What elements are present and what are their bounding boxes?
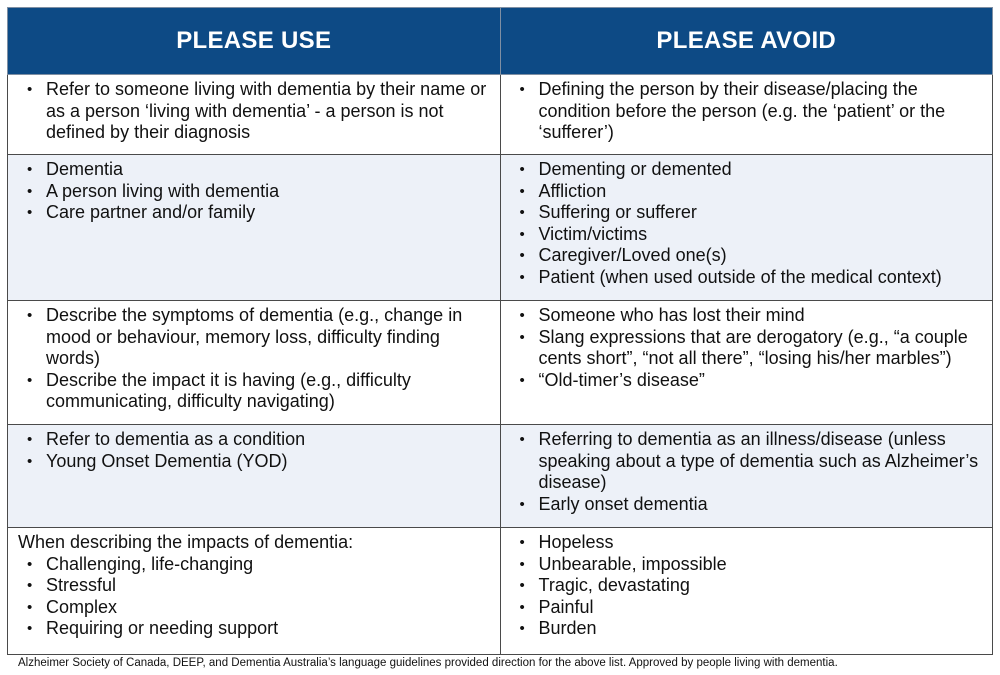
list-item: • Stressful xyxy=(18,575,492,597)
use-cell xyxy=(8,155,501,301)
avoid-cell xyxy=(500,528,993,655)
list-item: • Care partner and/or family xyxy=(18,202,492,224)
avoid-list xyxy=(511,305,985,391)
list-item: • Patient (when used outside of the medical context) xyxy=(511,267,985,289)
list-item: • Describe the symptoms of dementia (e.g., change in mood or behaviour, memory loss, difficulty finding words) xyxy=(18,305,492,370)
avoid-list xyxy=(511,532,985,640)
list-item: • Referring to dementia as an illness/disease (unless speaking about a type of dementia such as Alzheimer’s disease) xyxy=(511,429,985,494)
use-cell xyxy=(8,301,501,425)
list-item: • A person living with dementia xyxy=(18,181,492,203)
list-item: • Defining the person by their disease/placing the condition before the person (e.g. the ‘patient’ or the ‘sufferer’) xyxy=(511,79,985,144)
list-item: • Early onset dementia xyxy=(511,494,985,516)
source-footnote: Alzheimer Society of Canada, DEEP, and Dementia Australia’s language guidelines provided direction for the above list. Approved by people living with dementia. xyxy=(18,657,838,669)
avoid-list xyxy=(511,159,985,288)
list-item: • Dementing or demented xyxy=(511,159,985,181)
table-row xyxy=(8,155,993,301)
list-item: • Requiring or needing support xyxy=(18,618,492,640)
avoid-list xyxy=(511,429,985,515)
list-item: • Suffering or sufferer xyxy=(511,202,985,224)
list-item: • Someone who has lost their mind xyxy=(511,305,985,327)
avoid-cell xyxy=(500,301,993,425)
use-list xyxy=(18,305,492,413)
list-item: • Complex xyxy=(18,597,492,619)
table-row xyxy=(8,301,993,425)
list-item: • Young Onset Dementia (YOD) xyxy=(18,451,492,473)
avoid-cell xyxy=(500,75,993,155)
avoid-cell xyxy=(500,155,993,301)
table-row xyxy=(8,425,993,528)
use-cell xyxy=(8,528,501,655)
list-item: • Refer to dementia as a condition xyxy=(18,429,492,451)
list-item: • Unbearable, impossible xyxy=(511,554,985,576)
list-item: • Burden xyxy=(511,618,985,640)
language-guide xyxy=(7,7,993,655)
avoid-list xyxy=(511,79,985,144)
list-item: • Slang expressions that are derogatory (e.g., “a couple cents short”, “not all there”, “losing his/her marbles”) xyxy=(511,327,985,370)
use-list xyxy=(18,79,492,144)
list-item: • Dementia xyxy=(18,159,492,181)
table-row xyxy=(8,75,993,155)
list-item: • Tragic, devastating xyxy=(511,575,985,597)
use-cell xyxy=(8,75,501,155)
please-avoid-header: PLEASE AVOID xyxy=(500,8,993,75)
list-item: • Challenging, life-changing xyxy=(18,554,492,576)
list-item: • Affliction xyxy=(511,181,985,203)
use-list xyxy=(18,159,492,224)
avoid-cell xyxy=(500,425,993,528)
use-cell xyxy=(8,425,501,528)
header-row xyxy=(8,8,993,75)
table-row xyxy=(8,528,993,655)
guidelines-table xyxy=(7,7,993,655)
list-item: • Describe the impact it is having (e.g., difficulty communicating, difficulty navigating) xyxy=(18,370,492,413)
use-list xyxy=(18,554,492,640)
use-intro-text: When describing the impacts of dementia: xyxy=(18,532,354,552)
list-item: • Hopeless xyxy=(511,532,985,554)
list-item: • Painful xyxy=(511,597,985,619)
list-item: • Caregiver/Loved one(s) xyxy=(511,245,985,267)
use-list xyxy=(18,429,492,472)
list-item: • “Old-timer’s disease” xyxy=(511,370,985,392)
please-use-header: PLEASE USE xyxy=(8,8,501,75)
list-item: • Victim/victims xyxy=(511,224,985,246)
list-item: • Refer to someone living with dementia by their name or as a person ‘living with dementia’ - a person is not defined by their diagnosis xyxy=(18,79,492,144)
